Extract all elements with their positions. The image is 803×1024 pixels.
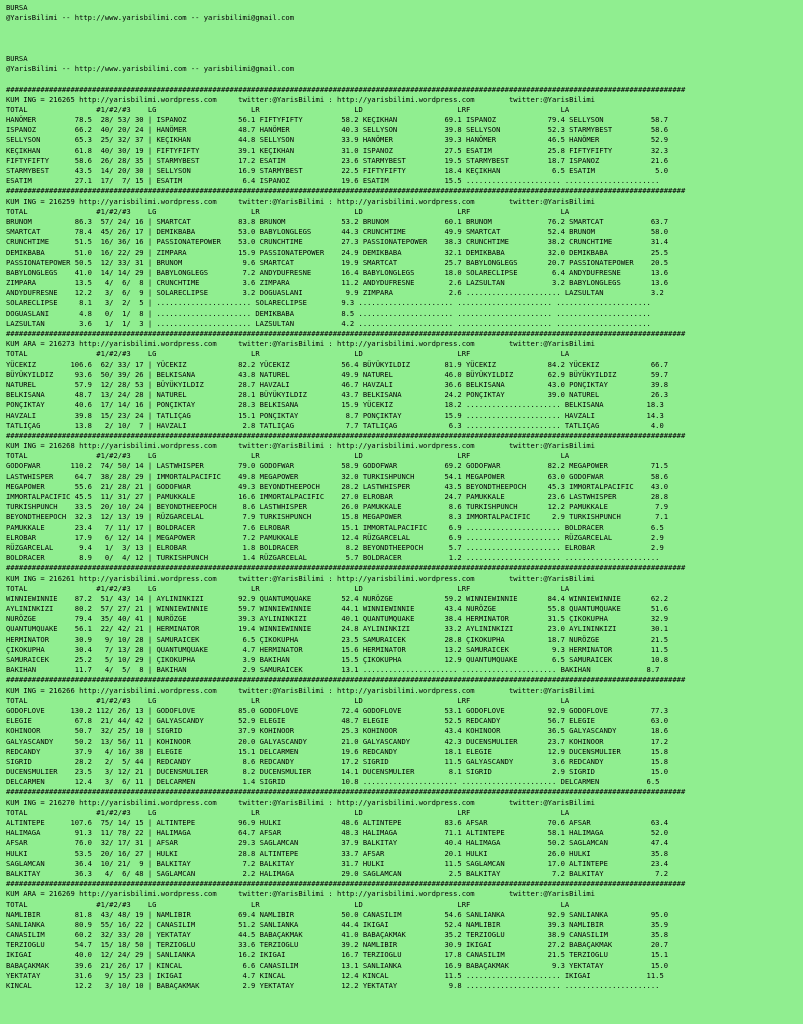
horse-row: STARMYBEST 43.5 14/ 20/ 30 | SELLYSON 16.9 STARMYBEST 22.5 FIFTYFIFTY 18.4 KEÇIKHAN 6.5 ESATIM 5.0 (6, 166, 669, 175)
horse-row: QUANTUMQUAKE 56.1 22/ 42/ 21 | HERMINATOR 19.4 WINNIEWINNIE 24.8 AYLININKIZI 33.2 AYLININKIZI 23.0 AYLININKIZI 30.1 (6, 624, 669, 634)
contact-line: @YarisBilimi -- http://www.yarisbilimi.com -- yarisbilimi@gmail.com (6, 64, 295, 74)
horse-row: SIGRID 28.2 2/ 5/ 44 | REDCANDY 8.6 REDCANDY 17.2 SIGRID 11.5 GALYASCANDY 3.6 REDCANDY 15.8 (6, 756, 669, 766)
horse-row: GODOFWAR 110.2 74/ 50/ 14 | LASTWHISPER 79.0 GODOFWAR 58.9 GODOFWAR 69.2 GODOFWAR 82.2 MEGAPOWER 71.5 (6, 461, 669, 471)
horse-row: AYLININKIZI 80.2 57/ 27/ 21 | WINNIEWINNIE 59.7 WINNIEWINNIE 44.1 WINNIEWINNIE 43.4 NURÖZGE 55.8 QUANTUMQUAKE 51.6 (6, 604, 669, 614)
horse-row: LASTWHISPER 64.7 38/ 28/ 29 | IMMORTALPACIFIC 49.8 MEGAPOWER 32.0 TURKISHPUNCH 54.1 MEGAPOWER 63.0 GODOFWAR 58.6 (6, 471, 669, 481)
horse-row: NATUREL 57.9 12/ 28/ 53 | BÜYÜKYILDIZ 28.7 HAVZALI 46.7 HAVZALI 36.6 BELKISANA 43.0 PONÇIKTAY 39.8 (6, 379, 669, 389)
horse-row: RÜZGARCELAL 9.4 1/ 3/ 13 | ELROBAR 1.8 BOLDRACER 8.2 BEYONDTHEEPOCH 5.7 ...................... ELROBAR 2.9 (6, 542, 664, 552)
blank-line (6, 44, 797, 54)
horse-row: SANLIANKA 80.9 55/ 16/ 22 | CANASILIM 51.2 SANLIANKA 44.4 IKIGAI 52.4 NAMLIBIR 39.3 NAMLIBIR 35.9 (6, 919, 669, 929)
separator-line: ############################################################################################################################################################## (6, 879, 686, 889)
race-header: KUM ING = 216266 http://yarisbilimi.wordpress.com twitter:@YarisBilimi : http://yarisbilimi.wordpress.com twitter:@YarisBilimi (6, 685, 595, 695)
horse-row: SAGLAMCAN 36.4 10/ 21/ 9 | BALKITAY 7.2 BALKITAY 31.7 HULKI 11.5 SAGLAMCAN 17.0 ALTINTEPE 23.4 (6, 858, 669, 868)
separator-line: ############################################################################################################################################################## (6, 675, 686, 685)
horse-row: IKIGAI 40.0 12/ 24/ 29 | SANLIANKA 16.2 IKIGAI 16.7 TERZIOGLU 17.8 CANASILIM 21.5 TERZIOGLU 15.1 (6, 950, 669, 960)
horse-row: KOHINOOR 50.7 32/ 25/ 10 | SIGRID 37.9 KOHINOOR 25.3 KOHINOOR 43.4 KOHINOOR 36.5 GALYASCANDY 18.6 (6, 726, 669, 736)
horse-row: HANÖMER 78.5 28/ 53/ 30 | ISPANOZ 56.1 FIFTYFIFTY 58.2 KEÇIKHAN 69.1 ISPANOZ 79.4 SELLYSON 58.7 (6, 115, 669, 125)
race-header: KUM ING = 216259 http://yarisbilimi.wordpress.com twitter:@YarisBilimi : http://yarisbilimi.wordpress.com twitter:@YarisBilimi (6, 196, 595, 206)
horse-row: BÜYÜKYILDIZ 93.6 50/ 39/ 26 | BELKISANA 43.8 NATUREL 49.9 NATUREL 46.0 BÜYÜKYILDIZ 62.9 BÜYÜKYILDIZ 59.7 (6, 369, 669, 379)
column-headers: TOTAL #1/#2/#3 LG LR LD LRF LA (6, 451, 570, 461)
blank-line (6, 74, 797, 84)
horse-row: ISPANOZ 66.2 40/ 20/ 24 | HANÖMER 48.7 HANÖMER 40.3 SELLYSON 39.8 SELLYSON 52.3 STARMYBEST 58.6 (6, 125, 669, 135)
horse-row: ZIMPARA 13.5 4/ 6/ 8 | CRUNCHTIME 3.6 ZIMPARA 11.2 ANDYDUFRESNE 2.6 LAZSULTAN 3.2 BABYLONGLEGS 13.6 (6, 278, 669, 288)
horse-row: HAVZALI 39.8 15/ 23/ 24 | TATLIÇAG 15.1 PONÇIKTAY 8.7 PONÇIKTAY 15.9 ...................... HAVZALI 14.3 (6, 410, 664, 420)
horse-row: ÇIKOKUPHA 30.4 7/ 13/ 28 | QUANTUMQUAKE 4.7 HERMINATOR 15.6 HERMINATOR 13.2 SAMURAICEK 9.3 HERMINATOR 11.5 (6, 644, 669, 654)
horse-row: MEGAPOWER 55.6 21/ 28/ 21 | GODOFWAR 49.3 BEYONDTHEEPOCH 28.2 LASTWHISPER 43.5 BEYONDTHEEPOCH 45.3 IMMORTALPACIFIC 43.0 (6, 481, 669, 491)
horse-row: YÜCEKIZ 106.6 62/ 33/ 17 | YÜCEKIZ 82.2 YÜCEKIZ 56.4 BÜYÜKYILDIZ 81.9 YÜCEKIZ 84.2 YÜCEKIZ 66.7 (6, 359, 669, 369)
horse-row: ESATIM 27.1 17/ 7/ 15 | ESATIM 6.4 ISPANOZ 19.6 ESATIM 15.5 ...................... ...................... (6, 176, 660, 186)
race-header: KUM ING = 216268 http://yarisbilimi.wordpress.com twitter:@YarisBilimi : http://yarisbilimi.wordpress.com twitter:@YarisBilimi (6, 441, 595, 451)
horse-row: SMARTCAT 78.4 45/ 26/ 17 | DEMIKBABA 53.0 BABYLONGLEGS 44.3 CRUNCHTIME 49.9 SMARTCAT 52.4 BRUNOM 58.0 (6, 227, 669, 237)
horse-row: HALIMAGA 91.3 11/ 78/ 22 | HALIMAGA 64.7 AFSAR 48.3 HALIMAGA 71.1 ALTINTEPE 58.1 HALIMAGA 52.0 (6, 828, 669, 838)
horse-row: DEMIKBABA 51.0 16/ 22/ 29 | ZIMPARA 15.9 PASSIONATEPOWER 24.9 DEMIKBABA 32.1 DEMIKBABA 32.0 DEMIKBABA 25.5 (6, 247, 669, 257)
column-headers: TOTAL #1/#2/#3 LG LR LD LRF LA (6, 899, 570, 909)
column-headers: TOTAL #1/#2/#3 LG LR LD LRF LA (6, 695, 570, 705)
horse-row: ANDYDUFRESNE 12.2 3/ 6/ 9 | SOLARECLIPSE 3.2 DOGUASLANI 9.9 ZIMPARA 2.6 ...................... LAZSULTAN 3.2 (6, 288, 664, 298)
horse-row: DOGUASLANI 4.8 0/ 1/ 8 | ...................... DEMIKBABA 8.5 ...................... ...................... ...................... (6, 308, 651, 318)
horse-row: BEYONDTHEEPOCH 32.3 12/ 13/ 19 | RÜZGARCELAL 7.9 TURKISHPUNCH 15.8 MEGAPOWER 8.3 IMMORTALPACIFIC 2.9 TURKISHPUNCH 7.1 (6, 512, 669, 522)
horse-row: GALYASCANDY 50.2 13/ 56/ 11 | KOHINOOR 20.0 GALYASCANDY 21.0 GALYASCANDY 42.3 DUCENSMULIER 23.7 KOHINOOR 17.2 (6, 736, 669, 746)
race-header: KUM ARA = 216269 http://yarisbilimi.wordpress.com twitter:@YarisBilimi : http://yarisbilimi.wordpress.com twitter:@YarisBilimi (6, 889, 595, 899)
column-headers: TOTAL #1/#2/#3 LG LR LD LRF LA (6, 349, 570, 359)
separator-line: ############################################################################################################################################################## (6, 186, 686, 196)
horse-row: HERMINATOR 30.9 9/ 10/ 28 | SAMURAICEK 6.5 ÇIKOKUPHA 23.5 SAMURAICEK 28.8 ÇIKOKUPHA 18.7 NURÖZGE 21.5 (6, 634, 669, 644)
race-header: KUM ARA = 216273 http://yarisbilimi.wordpress.com twitter:@YarisBilimi : http://yarisbilimi.wordpress.com twitter:@YarisBilimi (6, 339, 595, 349)
race-header: KUM ING = 216270 http://yarisbilimi.wordpress.com twitter:@YarisBilimi : http://yarisbilimi.wordpress.com twitter:@YarisBilimi (6, 797, 595, 807)
contact-line: @YarisBilimi -- http://www.yarisbilimi.com -- yarisbilimi@gmail.com (6, 13, 295, 23)
separator-line: ############################################################################################################################################################## (6, 329, 686, 338)
horse-row: TERZIOGLU 54.7 15/ 18/ 50 | TERZIOGLU 33.6 TERZIOGLU 39.2 NAMLIBIR 30.9 IKIGAI 27.2 BABAÇAKMAK 20.7 (6, 940, 669, 950)
horse-row: KINCAL 12.2 3/ 10/ 10 | BABAÇAKMAK 2.9 YEKTATAY 12.2 YEKTATAY 9.8 ...................... ...................... (6, 981, 660, 990)
horse-row: PAMUKKALE 23.4 7/ 11/ 17 | BOLDRACER 7.6 ELROBAR 15.1 IMMORTALPACIFIC 6.9 ...................... BOLDRACER 6.5 (6, 522, 664, 532)
horse-row: NAMLIBIR 81.8 43/ 48/ 19 | NAMLIBIR 69.4 NAMLIBIR 50.0 CANASILIM 54.6 SANLIANKA 92.9 SANLIANKA 95.0 (6, 909, 669, 919)
horse-row: BRUNOM 86.3 57/ 24/ 16 | SMARTCAT 83.8 BRUNOM 53.2 BRUNOM 60.1 BRUNOM 76.2 SMARTCAT 63.7 (6, 216, 669, 226)
horse-row: TURKISHPUNCH 33.5 20/ 10/ 24 | BEYONDTHEEPOCH 8.6 LASTWHISPER 26.0 PAMUKKALE 8.6 TURKISHPUNCH 12.2 PAMUKKALE 7.9 (6, 502, 669, 512)
blank-line (6, 34, 797, 44)
horse-row: WINNIEWINNIE 87.2 51/ 43/ 14 | AYLININKIZI 92.9 QUANTUMQUAKE 52.4 NURÖZGE 59.2 WINNIEWINNIE 84.4 WINNIEWINNIE 62.2 (6, 593, 669, 603)
horse-row: PONÇIKTAY 40.6 17/ 14/ 16 | PONÇIKTAY 28.3 BELKISANA 15.9 YÜCEKIZ 18.2 ...................... BELKISANA 18.3 (6, 400, 664, 410)
horse-row: BALKITAY 36.3 4/ 6/ 48 | SAGLAMCAN 2.2 HALIMAGA 29.0 SAGLAMCAN 2.5 BALKITAY 7.2 BALKITAY 7.2 (6, 868, 669, 878)
horse-row: BAKIHAN 11.7 4/ 5/ 8 | BAKIHAN 2.9 SAMURAICEK 13.1 ...................... ...................... BAKIHAN 8.7 (6, 665, 660, 675)
horse-row: SAMURAICEK 25.2 5/ 10/ 29 | ÇIKOKUPHA 3.9 BAKIHAN 15.5 ÇIKOKUPHA 12.9 QUANTUMQUAKE 6.5 SAMURAICEK 10.8 (6, 655, 669, 664)
horse-row: BABYLONGLEGS 41.0 14/ 14/ 29 | BABYLONGLEGS 7.2 ANDYDUFRESNE 16.4 BABYLONGLEGS 18.0 SOLARECLIPSE 6.4 ANDYDUFRESNE 13.6 (6, 267, 669, 277)
horse-row: PASSIONATEPOWER 50.5 12/ 33/ 31 | BRUNOM 9.6 SMARTCAT 19.9 SMARTCAT 25.7 BABYLONGLEGS 20.7 PASSIONATEPOWER 20.5 (6, 257, 669, 267)
column-headers: TOTAL #1/#2/#3 LG LR LD LRF LA (6, 807, 570, 817)
separator-line: ############################################################################################################################################################## (6, 787, 686, 797)
horse-row: ELROBAR 17.9 6/ 12/ 14 | MEGAPOWER 7.2 PAMUKKALE 12.4 RÜZGARCELAL 6.9 ...................... RÜZGARCELAL 2.9 (6, 532, 664, 542)
horse-row: YEKTATAY 31.6 9/ 15/ 23 | IKIGAI 4.7 KINCAL 12.4 KINCAL 11.5 ...................... IKIGAI 11.5 (6, 970, 664, 980)
horse-row: ALTINTEPE 107.6 75/ 14/ 15 | ALTINTEPE 96.9 HULKI 48.6 ALTINTEPE 83.6 AFSAR 70.6 AFSAR 63.4 (6, 818, 669, 827)
horse-row: AFSAR 76.0 32/ 17/ 31 | AFSAR 29.3 SAGLAMCAN 37.9 BALKITAY 40.4 HALIMAGA 50.2 SAGLAMCAN 47.4 (6, 838, 669, 848)
horse-row: SELLYSON 65.3 25/ 32/ 37 | KEÇIKHAN 44.8 SELLYSON 33.9 HANÖMER 39.3 HANÖMER 46.5 HANÖMER 52.9 (6, 135, 669, 145)
horse-row: GODOFLOVE 130.2 112/ 26/ 13 | GODOFLOVE 85.0 GODOFLOVE 72.4 GODOFLOVE 53.1 GODOFLOVE 92.9 GODOFLOVE 77.3 (6, 705, 669, 715)
separator-line: ############################################################################################################################################################## (6, 84, 686, 94)
horse-row: REDCANDY 37.9 4/ 16/ 38 | ELEGIE 15.1 DELCARMEN 19.6 REDCANDY 18.1 ELEGIE 12.9 DUCENSMULIER 15.8 (6, 746, 669, 756)
city-title: BURSA (6, 53, 28, 63)
horse-row: LAZSULTAN 3.6 1/ 1/ 3 | ...................... LAZSULTAN 4.2 ...................... ...................... ...................... (6, 318, 651, 328)
separator-line: ############################################################################################################################################################## (6, 430, 686, 440)
horse-row: DELCARMEN 12.4 3/ 6/ 11 | DELCARMEN 1.4 SIGRID 10.8 ...................... ...................... DELCARMEN 6.5 (6, 777, 660, 787)
horse-row: BABAÇAKMAK 39.6 21/ 26/ 17 | KINCAL 6.6 CANASILIM 13.1 SANLIANKA 16.9 BABAÇAKMAK 9.3 YEKTATAY 15.0 (6, 960, 669, 970)
horse-row: SOLARECLIPSE 8.1 3/ 2/ 5 | ...................... SOLARECLIPSE 9.3 ...................... ...................... ...................... (6, 298, 651, 308)
horse-row: DUCENSMULIER 23.5 3/ 12/ 21 | DUCENSMULIER 8.2 DUCENSMULIER 14.1 DUCENSMULIER 8.1 SIGRID 2.9 SIGRID 15.0 (6, 767, 669, 777)
horse-row: NURÖZGE 79.4 35/ 40/ 41 | NURÖZGE 39.3 AYLININKIZI 40.1 QUANTUMQUAKE 38.4 HERMINATOR 31.5 ÇIKOKUPHA 32.9 (6, 614, 669, 624)
race-header: KUM ING = 216265 http://yarisbilimi.wordpress.com twitter:@YarisBilimi : http://yarisbilimi.wordpress.com twitter:@YarisBilimi (6, 94, 595, 104)
horse-row: CRUNCHTIME 51.5 16/ 36/ 16 | PASSIONATEPOWER 53.0 CRUNCHTIME 27.3 PASSIONATEPOWER 38.3 CRUNCHTIME 38.2 CRUNCHTIME 31.4 (6, 237, 669, 247)
separator-line: ############################################################################################################################################################## (6, 563, 686, 573)
horse-row: ELEGIE 67.8 21/ 44/ 42 | GALYASCANDY 52.9 ELEGIE 48.7 ELEGIE 52.5 REDCANDY 56.7 ELEGIE 63.0 (6, 716, 669, 726)
horse-row: FIFTYFIFTY 58.6 26/ 28/ 35 | STARMYBEST 17.2 ESATIM 23.6 STARMYBEST 19.5 STARMYBEST 18.7 ISPANOZ 21.6 (6, 155, 669, 165)
horse-row: KEÇIKHAN 61.8 40/ 30/ 19 | FIFTYFIFTY 39.1 KEÇIKHAN 31.0 ISPANOZ 27.5 ESATIM 25.8 FIFTYFIFTY 32.3 (6, 145, 669, 155)
horse-row: CANASILIM 60.2 32/ 33/ 20 | YEKTATAY 44.5 BABAÇAKMAK 41.0 BABAÇAKMAK 35.2 TERZIOGLU 38.9 CANASILIM 35.8 (6, 930, 669, 940)
race-header: KUM ING = 216261 http://yarisbilimi.wordpress.com twitter:@YarisBilimi : http://yarisbilimi.wordpress.com twitter:@YarisBilimi (6, 573, 595, 583)
horse-row: BELKISANA 48.7 13/ 24/ 28 | NATUREL 28.1 BÜYÜKYILDIZ 43.7 BELKISANA 24.2 PONÇIKTAY 39.0 NATUREL 26.3 (6, 390, 669, 400)
city-title: BURSA (6, 3, 28, 12)
horse-row: IMMORTALPACIFIC 45.5 11/ 31/ 27 | PAMUKKALE 16.6 IMMORTALPACIFIC 27.0 ELROBAR 24.7 PAMUKKALE 23.6 LASTWHISPER 28.8 (6, 492, 669, 501)
column-headers: TOTAL #1/#2/#3 LG LR LD LRF LA (6, 583, 570, 593)
horse-row: HULKI 53.5 20/ 16/ 27 | HULKI 28.8 ALTINTEPE 33.7 AFSAR 20.1 HULKI 26.0 HULKI 35.8 (6, 848, 669, 858)
column-headers: TOTAL #1/#2/#3 LG LR LD LRF LA (6, 104, 570, 114)
horse-row: TATLIÇAG 13.8 2/ 10/ 7 | HAVZALI 2.8 TATLIÇAG 7.7 TATLIÇAG 6.3 ...................... TATLIÇAG 4.0 (6, 420, 664, 430)
column-headers: TOTAL #1/#2/#3 LG LR LD LRF LA (6, 206, 570, 216)
blank-line (6, 23, 797, 33)
horse-row: BOLDRACER 8.9 0/ 4/ 12 | TURKISHPUNCH 1.4 RÜZGARCELAL 5.7 BOLDRACER 1.2 ...................... ...................... (6, 553, 660, 563)
